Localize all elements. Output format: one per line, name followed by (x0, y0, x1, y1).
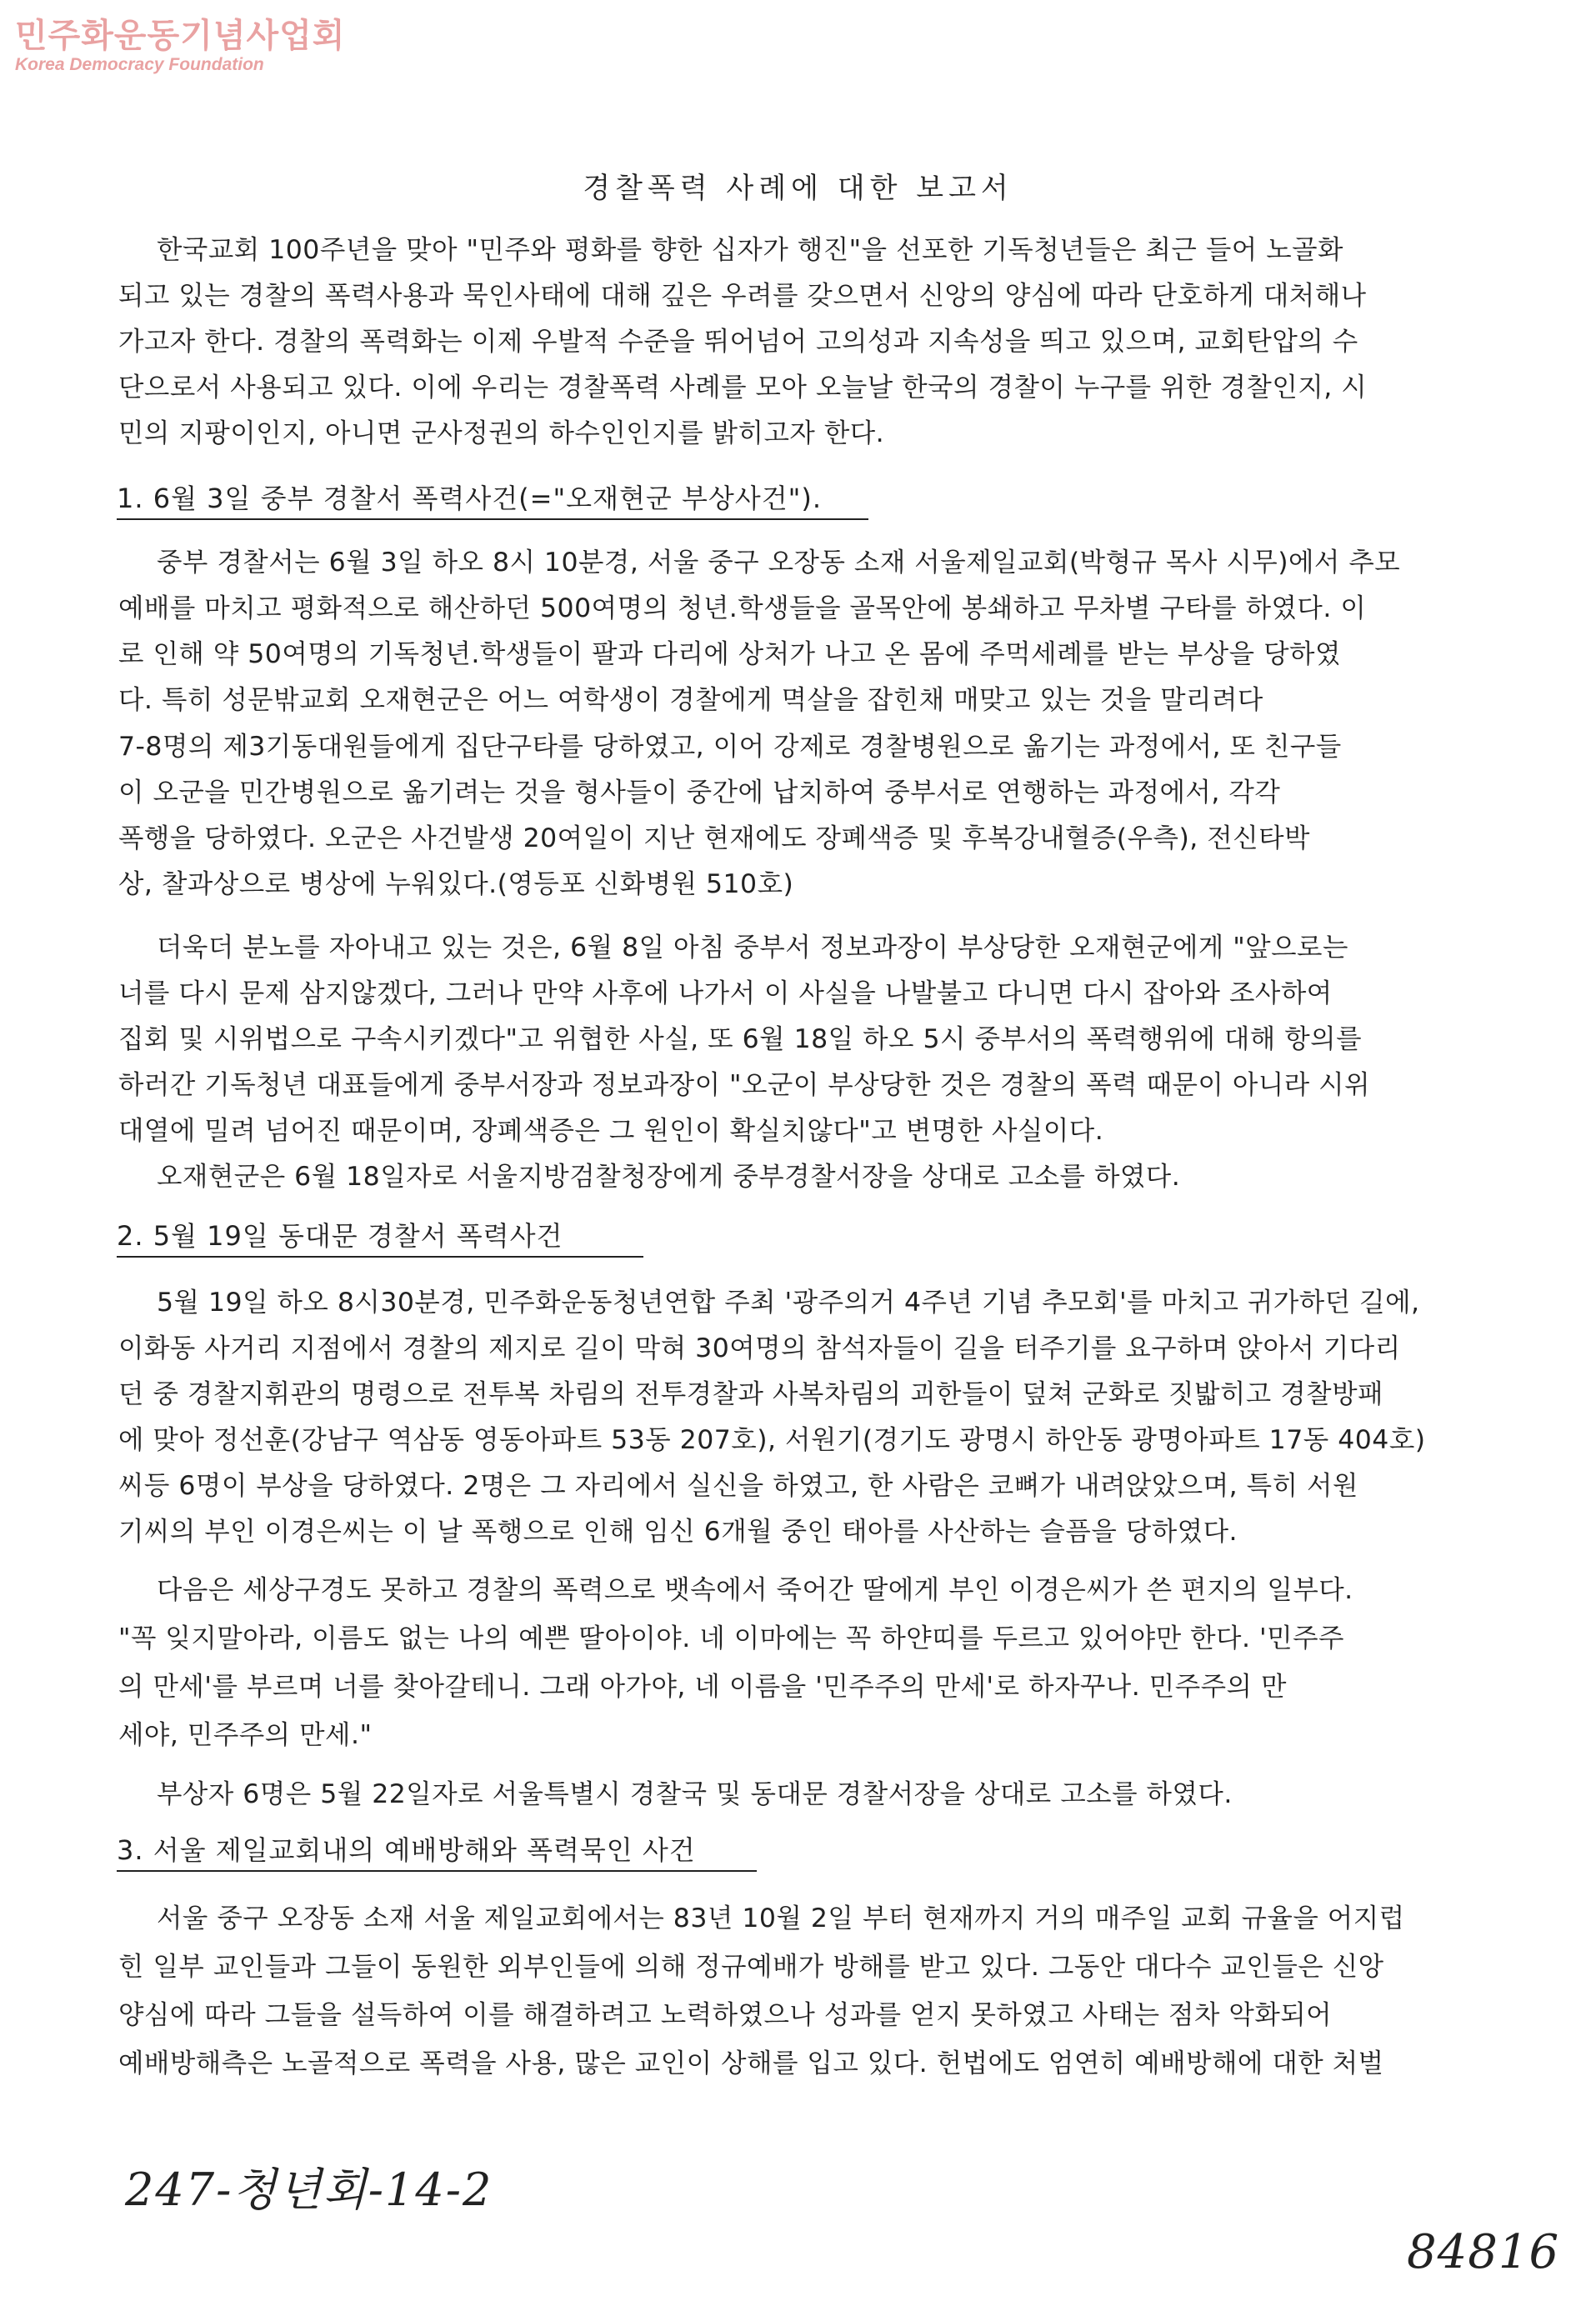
section-2-line: 씨등 6명이 부상을 당하였다. 2명은 그 자리에서 실신을 하였고, 한 사람은 코뼈가 내려앉았으며, 특히 서원 (118, 1471, 1358, 1501)
section-1-line: 예배를 마치고 평화적으로 해산하던 500여명의 청년.학생들을 골목안에 봉쇄하고 무차별 구타를 하였다. 이 (118, 593, 1367, 623)
section-1-heading: 1. 6월 3일 중부 경찰서 폭력사건(="오재현군 부상사건"). (117, 483, 823, 514)
section-2-underline (117, 1256, 643, 1258)
section-2-line: 던 중 경찰지휘관의 명령으로 전투복 차림의 전투경찰과 사복차림의 괴한들이 덮쳐 군화로 짓밟히고 경찰방패 (118, 1379, 1383, 1409)
section-3-line: 예배방해측은 노골적으로 폭력을 사용, 많은 교인이 상해를 입고 있다. 헌법에도 엄연히 예배방해에 대한 처벌 (118, 2048, 1384, 2078)
document-title: 경찰폭력 사례에 대한 보고서 (583, 172, 1013, 205)
handwritten-page-number: 84816 (1407, 2225, 1560, 2279)
handwritten-signature: 247-청년회-14-2 (125, 2163, 493, 2216)
intro-line: 민의 지팡이인지, 아니면 군사정권의 하수인인지를 밝히고자 한다. (118, 418, 885, 448)
intro-line: 가고자 한다. 경찰의 폭력화는 이제 우발적 수준을 뛰어넘어 고의성과 지속성을 띄고 있으며, 교회탄압의 수 (118, 327, 1358, 357)
section-2-heading: 2. 5월 19일 동대문 경찰서 폭력사건 (117, 1220, 563, 1252)
section-1-line: 너를 다시 문제 삼지않겠다, 그러나 만약 사후에 나가서 이 사실을 나발불고 다니면 다시 잡아와 조사하여 (118, 978, 1333, 1008)
watermark-logo (15, 17, 345, 75)
section-1-line: 로 인해 약 50여명의 기독청년.학생들이 팔과 다리에 상처가 나고 온 몸에 주먹세례를 받는 부상을 당하였 (118, 639, 1341, 669)
watermark-english: Korea Democracy Foundation (15, 55, 264, 74)
section-1-line: 더욱더 분노를 자아내고 있는 것은, 6월 8일 아침 중부서 정보과장이 부상당한 오재현군에게 "앞으로는 (157, 933, 1348, 963)
section-1-line: 7-8명의 제3기동대원들에게 집단구타를 당하였고, 이어 강제로 경찰병원으로 옮기는 과정에서, 또 친구들 (118, 732, 1342, 762)
section-2-line: 부상자 6명은 5월 22일자로 서울특별시 경찰국 및 동대문 경찰서장을 상대로 고소를 하였다. (157, 1779, 1233, 1809)
section-2-line: 다음은 세상구경도 못하고 경찰의 폭력으로 뱃속에서 죽어간 딸에게 부인 이경은씨가 쓴 편지의 일부다. (157, 1575, 1353, 1605)
section-1-line: 집회 및 시위법으로 구속시키겠다"고 위협한 사실, 또 6월 18일 하오 5시 중부서의 폭력행위에 대해 항의를 (118, 1024, 1363, 1054)
section-3-line: 양심에 따라 그들을 설득하여 이를 해결하려고 노력하였으나 성과를 얻지 못하였고 사태는 점차 악화되어 (118, 2000, 1333, 2030)
intro-line: 되고 있는 경찰의 폭력사용과 묵인사태에 대해 깊은 우려를 갖으면서 신앙의 양심에 따라 단호하게 대처해나 (118, 281, 1367, 311)
intro-line: 한국교회 100주년을 맞아 "민주와 평화를 향한 십자가 행진"을 선포한 기독청년들은 최근 들어 노골화 (157, 235, 1343, 265)
section-1-underline (117, 518, 868, 520)
section-3-heading: 3. 서울 제일교회내의 예배방해와 폭력묵인 사건 (117, 1834, 696, 1866)
section-2-line: 이화동 사거리 지점에서 경찰의 제지로 길이 막혀 30여명의 참석자들이 길을 터주기를 요구하며 앉아서 기다리 (118, 1333, 1401, 1363)
section-1-line: 대열에 밀려 넘어진 때문이며, 장폐색증은 그 원인이 확실치않다"고 변명한 사실이다. (118, 1116, 1104, 1146)
section-1-line: 상, 찰과상으로 병상에 누워있다.(영등포 신화병원 510호) (118, 869, 794, 899)
section-1-line: 오재현군은 6월 18일자로 서울지방검찰청장에게 중부경찰서장을 상대로 고소를 하였다. (157, 1162, 1181, 1192)
section-2-line: "꼭 잊지말아라, 이름도 없는 나의 예쁜 딸아이야. 네 이마에는 꼭 하얀띠를 두르고 있어야만 한다. '민주주 (118, 1623, 1344, 1653)
watermark-korean: 민주화운동기념사업회 (15, 17, 346, 55)
intro-line: 단으로서 사용되고 있다. 이에 우리는 경찰폭력 사례를 모아 오늘날 한국의 경찰이 누구를 위한 경찰인지, 시 (118, 373, 1368, 403)
section-2-line: 5월 19일 하오 8시30분경, 민주화운동청년연합 주최 '광주의거 4주년 기념 추모회'를 마치고 귀가하던 길에, (157, 1288, 1420, 1318)
section-1-line: 하러간 기독청년 대표들에게 중부서장과 정보과장이 "오군이 부상당한 것은 경찰의 폭력 때문이 아니라 시위 (118, 1070, 1371, 1100)
section-3-line: 서울 중구 오장동 소재 서울 제일교회에서는 83년 10월 2일 부터 현재까지 거의 매주일 교회 규율을 어지럽 (157, 1903, 1405, 1933)
section-1-line: 중부 경찰서는 6월 3일 하오 8시 10분경, 서울 중구 오장동 소재 서울제일교회(박형규 목사 시무)에서 추모 (157, 548, 1401, 578)
section-1-line: 다. 특히 성문밖교회 오재현군은 어느 여학생이 경찰에게 멱살을 잡힌채 매맞고 있는 것을 말리려다 (118, 685, 1263, 715)
section-2-line: 세야, 민주주의 만세." (118, 1720, 373, 1750)
section-1-line: 이 오군을 민간병원으로 옮기려는 것을 형사들이 중간에 납치하여 중부서로 연행하는 과정에서, 각각 (118, 778, 1281, 808)
section-2-line: 에 맞아 정선훈(강남구 역삼동 영동아파트 53동 207호), 서원기(경기도 광명시 하안동 광명아파트 17동 404호) (118, 1425, 1426, 1455)
section-2-line: 의 만세'를 부르며 너를 찾아갈테니. 그래 아가야, 네 이름을 '민주주의 만세'로 하자꾸나. 민주주의 만 (118, 1672, 1287, 1702)
section-2-line: 기씨의 부인 이경은씨는 이 날 폭행으로 인해 임신 6개월 중인 태아를 사산하는 슬픔을 당하였다. (118, 1517, 1238, 1547)
section-1-line: 폭행을 당하였다. 오군은 사건발생 20여일이 지난 현재에도 장폐색증 및 후복강내혈증(우측), 전신타박 (118, 823, 1310, 853)
section-3-line: 힌 일부 교인들과 그들이 동원한 외부인들에 의해 정규예배가 방해를 받고 있다. 그동안 대다수 교인들은 신앙 (118, 1952, 1384, 1982)
section-3-underline (117, 1870, 757, 1872)
